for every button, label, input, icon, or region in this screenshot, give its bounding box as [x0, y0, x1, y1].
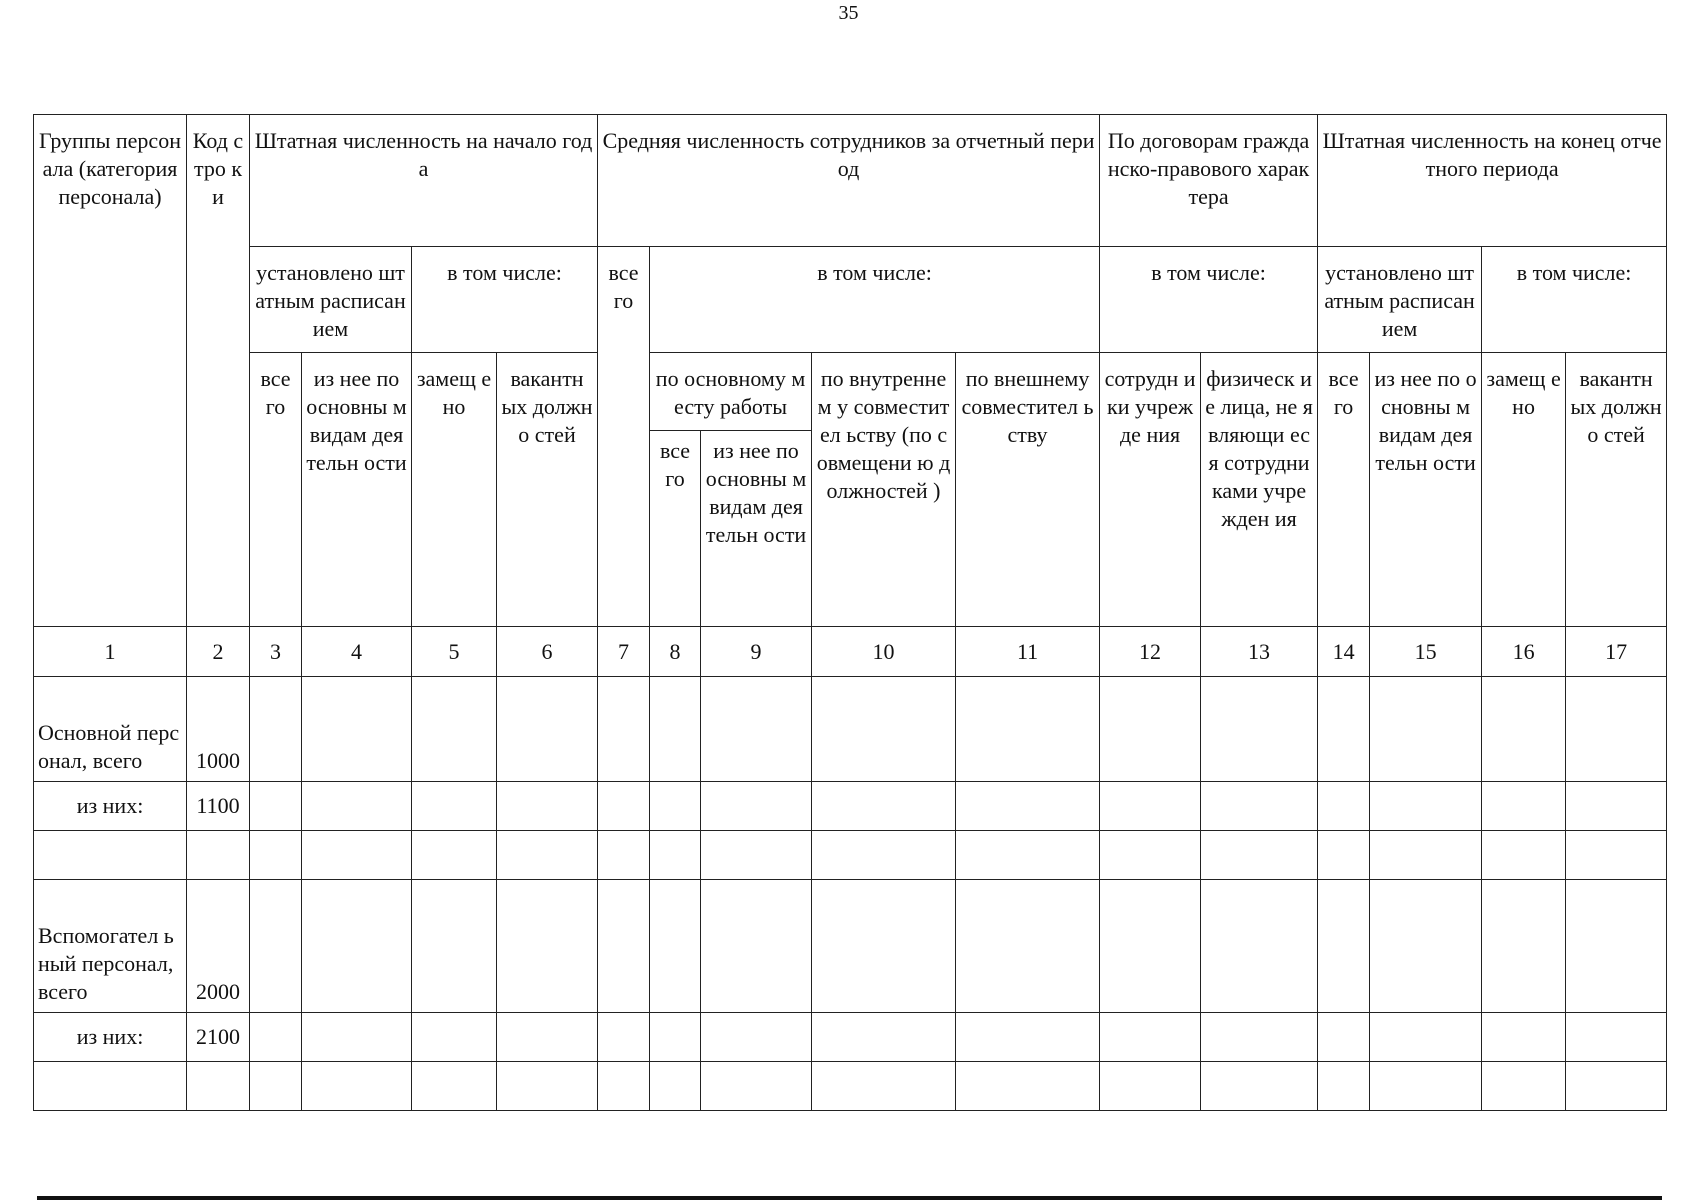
table-cell[interactable]	[650, 782, 701, 831]
row-code	[187, 831, 250, 880]
table-cell[interactable]	[412, 1062, 497, 1111]
table-cell[interactable]	[1100, 677, 1201, 782]
table-cell[interactable]	[1201, 1013, 1318, 1062]
table-cell[interactable]	[497, 677, 598, 782]
row-label	[34, 831, 187, 880]
header-established-end: установлено штатным расписанием	[1318, 247, 1482, 353]
header-start-filled: замещ ено	[412, 353, 497, 627]
table-cell[interactable]	[1566, 1062, 1667, 1111]
header-end-vacant: вакантн ых должно стей	[1566, 353, 1667, 627]
column-number: 2	[187, 627, 250, 677]
table-cell[interactable]	[701, 880, 812, 1013]
table-cell[interactable]	[250, 1013, 302, 1062]
column-number: 8	[650, 627, 701, 677]
table-cell[interactable]	[598, 880, 650, 1013]
table-cell[interactable]	[1482, 677, 1566, 782]
header-avg-total: все го	[598, 247, 650, 627]
column-number: 1	[34, 627, 187, 677]
column-number: 3	[250, 627, 302, 677]
table-cell[interactable]	[812, 831, 956, 880]
table-cell[interactable]	[1201, 1062, 1318, 1111]
header-including-start: в том числе:	[412, 247, 598, 353]
table-cell[interactable]	[1482, 880, 1566, 1013]
table-cell[interactable]	[250, 880, 302, 1013]
table-cell[interactable]	[302, 1062, 412, 1111]
row-label: из них:	[34, 782, 187, 831]
column-number: 16	[1482, 627, 1566, 677]
header-start-main-activity: из нее по основны м видам деятельн ости	[302, 353, 412, 627]
table-cell[interactable]	[650, 677, 701, 782]
table-cell[interactable]	[650, 831, 701, 880]
table-cell[interactable]	[956, 782, 1100, 831]
table-cell[interactable]	[1318, 1013, 1370, 1062]
table-cell[interactable]	[497, 1013, 598, 1062]
table-cell[interactable]	[812, 880, 956, 1013]
table-row	[34, 677, 1667, 782]
header-average-count: Средняя численность сотрудников за отчетный период	[598, 115, 1100, 247]
table-cell[interactable]	[412, 880, 497, 1013]
table-cell[interactable]	[1370, 1013, 1482, 1062]
header-external-parttime: по внешнему совместител ьству	[956, 353, 1100, 627]
table-cell[interactable]	[598, 782, 650, 831]
column-number: 7	[598, 627, 650, 677]
table-cell[interactable]	[1566, 831, 1667, 880]
header-end-filled: замещ ено	[1482, 353, 1566, 627]
column-number: 10	[812, 627, 956, 677]
header-start-vacant: вакантн ых должно стей	[497, 353, 598, 627]
table-cell[interactable]	[1566, 782, 1667, 831]
table-cell[interactable]	[956, 677, 1100, 782]
table-cell[interactable]	[250, 831, 302, 880]
table-cell[interactable]	[412, 782, 497, 831]
table-cell[interactable]	[302, 831, 412, 880]
page-number: 35	[838, 2, 859, 24]
table-cell[interactable]	[302, 1013, 412, 1062]
table-cell[interactable]	[1318, 782, 1370, 831]
table-cell[interactable]	[250, 1062, 302, 1111]
row-label	[34, 1062, 187, 1111]
column-number: 15	[1370, 627, 1482, 677]
table-cell[interactable]	[412, 831, 497, 880]
table-cell[interactable]	[650, 880, 701, 1013]
header-established-start: установлено штатным расписанием	[250, 247, 412, 353]
row-code: 2100	[187, 1013, 250, 1062]
table-cell[interactable]	[812, 782, 956, 831]
table-cell[interactable]	[701, 1013, 812, 1062]
row-label: из них:	[34, 1013, 187, 1062]
table-cell[interactable]	[1318, 880, 1370, 1013]
table-cell[interactable]	[497, 1062, 598, 1111]
table-cell[interactable]	[250, 677, 302, 782]
table-cell[interactable]	[1318, 677, 1370, 782]
table-cell[interactable]	[701, 677, 812, 782]
table-cell[interactable]	[1318, 831, 1370, 880]
column-number: 12	[1100, 627, 1201, 677]
header-main-place-total: все го	[650, 431, 701, 627]
table-cell[interactable]	[497, 782, 598, 831]
table-cell[interactable]	[701, 831, 812, 880]
table-cell[interactable]	[1566, 677, 1667, 782]
header-employees: сотрудн ики учрежде ния	[1100, 353, 1201, 627]
header-end-total: все го	[1318, 353, 1370, 627]
table-cell[interactable]	[701, 782, 812, 831]
column-number: 5	[412, 627, 497, 677]
row-code: 1100	[187, 782, 250, 831]
column-number: 9	[701, 627, 812, 677]
table-cell[interactable]	[1201, 880, 1318, 1013]
bottom-rule	[37, 1196, 1662, 1200]
table-row	[34, 1013, 1667, 1062]
table-cell[interactable]	[956, 1062, 1100, 1111]
header-including-civil: в том числе:	[1100, 247, 1318, 353]
table-cell[interactable]	[650, 1013, 701, 1062]
table-cell[interactable]	[1201, 831, 1318, 880]
table-cell[interactable]	[497, 880, 598, 1013]
row-label: Вспомогател ьный персонал, всего	[34, 880, 187, 1013]
table-cell[interactable]	[1318, 1062, 1370, 1111]
header-civil-contracts: По договорам гражданско-правового характера	[1100, 115, 1318, 247]
table-cell[interactable]	[302, 677, 412, 782]
table-row	[34, 880, 1667, 1013]
table-cell[interactable]	[1100, 880, 1201, 1013]
row-label: Основной персонал, всего	[34, 677, 187, 782]
table-cell[interactable]	[250, 782, 302, 831]
table-cell[interactable]	[1566, 1013, 1667, 1062]
header-start-total: все го	[250, 353, 302, 627]
table-row	[34, 1062, 1667, 1111]
table-cell[interactable]	[1566, 880, 1667, 1013]
header-staff-start: Штатная численность на начало года	[250, 115, 598, 247]
table-cell[interactable]	[598, 831, 650, 880]
column-number: 17	[1566, 627, 1667, 677]
table-cell[interactable]	[1482, 782, 1566, 831]
table-cell[interactable]	[598, 1062, 650, 1111]
table-cell[interactable]	[956, 880, 1100, 1013]
table-row	[34, 831, 1667, 880]
table-cell[interactable]	[1201, 782, 1318, 831]
row-code: 1000	[187, 677, 250, 782]
table-cell[interactable]	[598, 677, 650, 782]
header-staff-end: Штатная численность на конец отчетного периода	[1318, 115, 1667, 247]
table-cell[interactable]	[1100, 831, 1201, 880]
column-number: 6	[497, 627, 598, 677]
staffing-report-table	[33, 114, 1667, 1111]
table-cell[interactable]	[1482, 1062, 1566, 1111]
table-cell[interactable]	[412, 1013, 497, 1062]
table-cell[interactable]	[598, 1013, 650, 1062]
table-cell[interactable]	[1482, 831, 1566, 880]
table-cell[interactable]	[1370, 831, 1482, 880]
table-cell[interactable]	[1370, 1062, 1482, 1111]
column-number: 4	[302, 627, 412, 677]
table-row	[34, 782, 1667, 831]
header-groups: Группы персонала (категория персонала)	[34, 115, 187, 627]
header-end-main-activity: из нее по основны м видам деятельн ости	[1370, 353, 1482, 627]
table-cell[interactable]	[1100, 1062, 1201, 1111]
table-cell[interactable]	[1100, 1013, 1201, 1062]
row-code	[187, 1062, 250, 1111]
table-cell[interactable]	[956, 1013, 1100, 1062]
column-number: 11	[956, 627, 1100, 677]
column-number: 14	[1318, 627, 1370, 677]
table-cell[interactable]	[412, 677, 497, 782]
header-including-end: в том числе:	[1482, 247, 1667, 353]
table-cell[interactable]	[812, 1062, 956, 1111]
header-including-avg: в том числе:	[650, 247, 1100, 353]
table-cell[interactable]	[1370, 677, 1482, 782]
table-cell[interactable]	[1482, 1013, 1566, 1062]
table-cell[interactable]	[302, 880, 412, 1013]
column-number: 13	[1201, 627, 1318, 677]
table-cell[interactable]	[1370, 782, 1482, 831]
table-cell[interactable]	[701, 1062, 812, 1111]
table-cell[interactable]	[1370, 880, 1482, 1013]
table-cell[interactable]	[497, 831, 598, 880]
table-cell[interactable]	[1100, 782, 1201, 831]
table-cell[interactable]	[302, 782, 412, 831]
header-internal-parttime: по внутреннем у совместител ьству (по совмещени ю должностей )	[812, 353, 956, 627]
table-cell[interactable]	[812, 1013, 956, 1062]
table-cell[interactable]	[812, 677, 956, 782]
header-code: Код стро ки	[187, 115, 250, 627]
header-individuals: физическ ие лица, не являющи еся сотрудни ками учрежден ия	[1201, 353, 1318, 627]
row-code: 2000	[187, 880, 250, 1013]
table-cell[interactable]	[956, 831, 1100, 880]
column-numbers-row	[34, 627, 1667, 677]
header-main-place: по основному месту работы	[650, 353, 812, 431]
table-cell[interactable]	[650, 1062, 701, 1111]
table-cell[interactable]	[1201, 677, 1318, 782]
header-main-place-main-activity: из нее по основны м видам деятельн ости	[701, 431, 812, 627]
